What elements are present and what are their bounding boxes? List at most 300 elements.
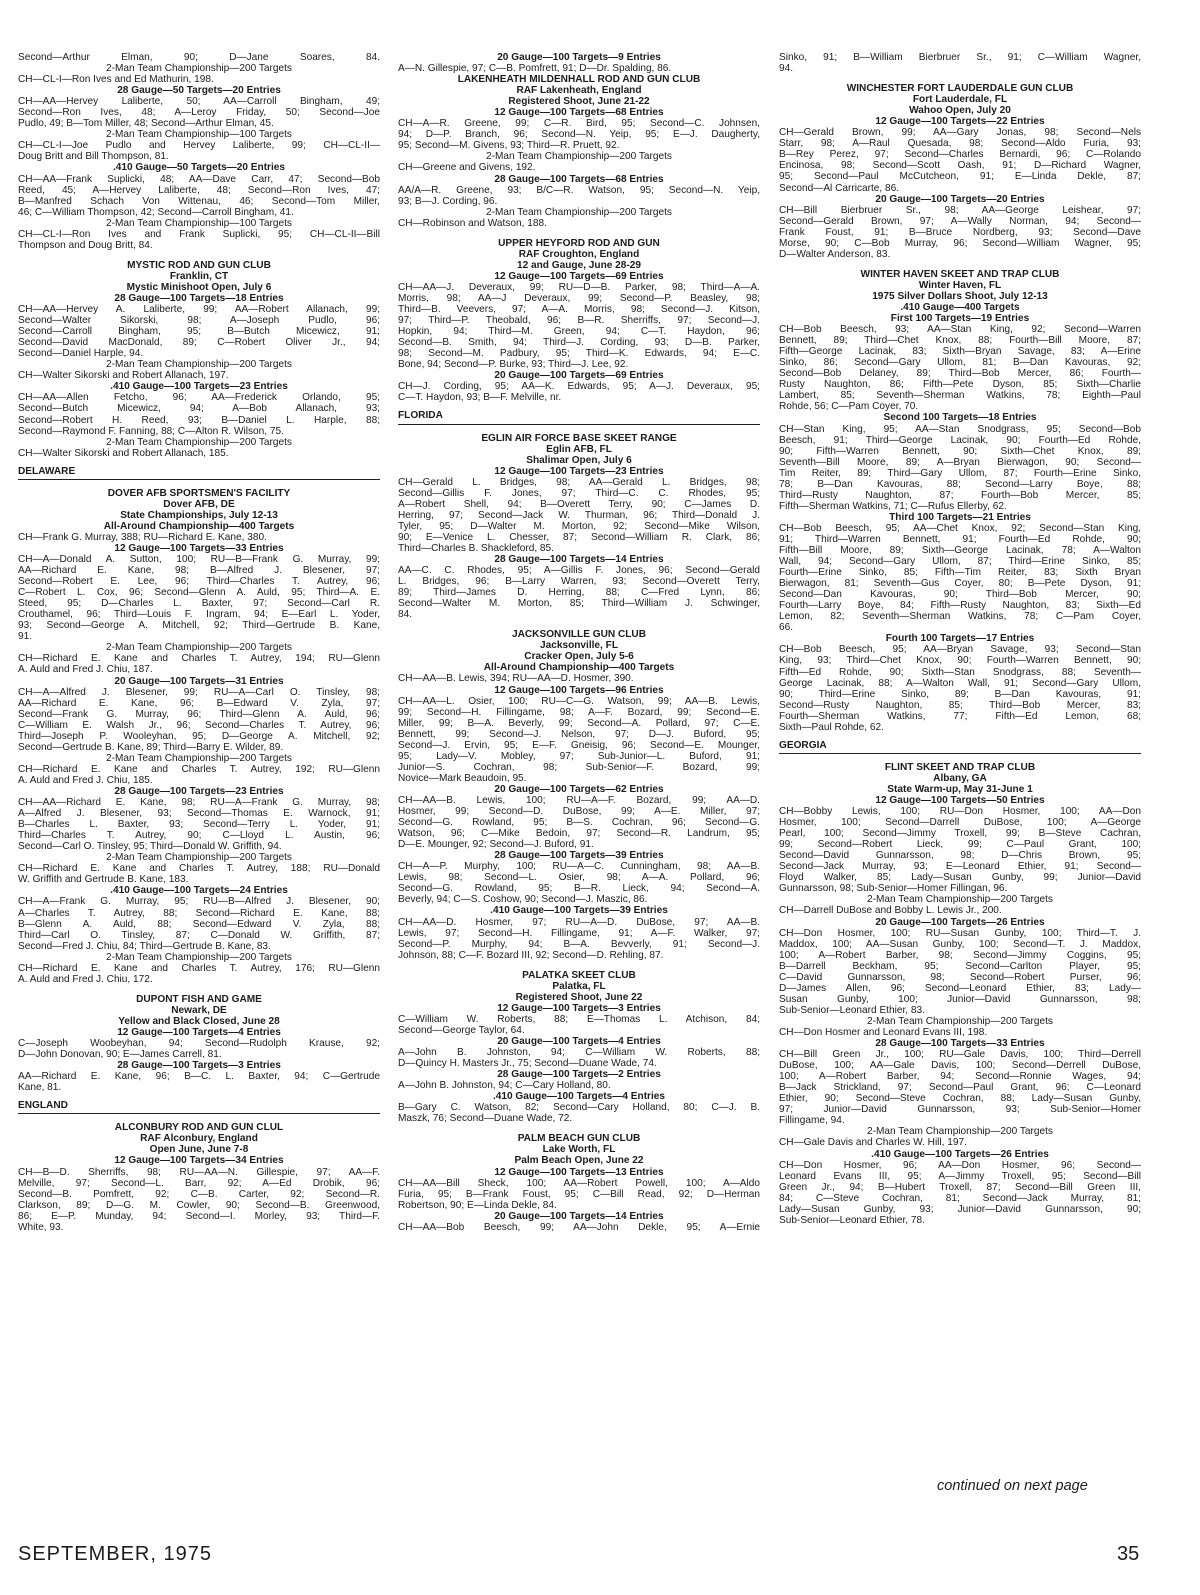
state-heading: GEORGIA	[779, 740, 1141, 754]
event-heading: 20 Gauge—100 Targets—20 Entries	[875, 193, 1045, 205]
event-heading: 12 and Gauge, June 28-29	[517, 259, 641, 271]
result-line: C—Joseph Woobeyhan, 94; Second—Rudolph Krause, 92;	[18, 1038, 380, 1050]
result-line: Crouthamel, 96; Third—Louis F. Ingram, 94; E—Earl L. Yoder,	[18, 609, 380, 621]
spacer	[398, 229, 760, 238]
result-line: Lady—Susan Gunby, 93; Junior—David Gunnarsson, 90;	[779, 1203, 1141, 1215]
result-line: CH—Don Hosmer, 96; AA—Don Hosmer, 96; Second—	[779, 1159, 1141, 1171]
result-line: CH—Bob Beesch, 95; AA—Chet Knox, 92; Second—Stan King,	[779, 522, 1141, 534]
event-heading: 28 Gauge—100 Targets—2 Entries	[497, 1069, 661, 1081]
result-line: Second—Daniel Harple, 94.	[18, 348, 144, 360]
result-line: Novice—Mark Beaudoin, 95.	[398, 772, 527, 784]
event-heading: 12 Gauge—100 Targets—13 Entries	[494, 1166, 664, 1178]
team-heading: 2-Man Team Championship—200 Targets	[106, 436, 292, 448]
result-line: CH—AA—B. Lewis, 394; RU—AA—D. Hosmer, 390.	[398, 673, 634, 685]
result-line: C—William W. Roberts, 88; E—Thomas L. Atchison, 84;	[398, 1013, 760, 1025]
result-line: Second—George Taylor, 64.	[398, 1024, 525, 1036]
event-heading: 28 Gauge—100 Targets—39 Entries	[494, 850, 664, 862]
result-line: CH—Richard E. Kane and Charles T. Autrey, 192; RU—Glenn	[18, 763, 380, 775]
state-heading: DELAWARE	[18, 466, 380, 480]
result-line: D—James Allen, 96; Second—Leonard Ethier, 83; Lady—	[779, 982, 1141, 994]
event-heading: 12 Gauge—100 Targets—34 Entries	[114, 1155, 284, 1167]
result-line: AA—Richard E. Kane, 96; B—Edward V. Zyla, 97;	[18, 697, 380, 709]
event-heading: 28 Gauge—100 Targets—23 Entries	[114, 786, 284, 797]
result-line: CH—B—D. Sherriffs, 98; RU—AA—N. Gillespie, 97; AA—F.	[18, 1166, 380, 1178]
continued-note: continued on next page	[937, 1478, 1088, 1494]
result-line: King, 93; Third—Chet Knox, 90; Fourth—Warren Bennett, 90;	[779, 655, 1141, 667]
result-line: CH—Bob Beesch, 93; AA—Stan King, 92; Second—Warren	[779, 324, 1141, 336]
result-line: Second—B. Pomfrett, 92; C—B. Carter, 92; Second—R.	[18, 1188, 380, 1200]
event-heading: .410 Gauge—100 Targets—4 Entries	[492, 1091, 666, 1103]
event-heading: .410 Gauge—100 Targets—26 Entries	[871, 1148, 1049, 1160]
event-heading: .410 Gauge—400 Targets	[900, 301, 1020, 313]
event-heading: .410 Gauge—50 Targets—20 Entries	[112, 162, 286, 174]
result-line: CH—AA—Allen Fetcho, 96; AA—Frederick Orlando, 95;	[18, 392, 380, 404]
result-line: Watson, 96; C—Mike Bedoin, 97; Second—R. Landrum, 95;	[398, 828, 760, 840]
event-heading: 1975 Silver Dollars Shoot, July 12-13	[872, 290, 1048, 302]
result-line: Lambert, 85; Seventh—Sherman Watkins, 78; Eighth—Paul	[779, 390, 1141, 402]
event-heading: DOVER AFB SPORTSMEN'S FACILITY	[107, 487, 291, 499]
result-line: Second—Walter M. Morton, 85; Third—William J. Schwinger,	[398, 598, 760, 610]
result-line: Fifth—Bill Moore, 89; Sixth—George Lacinak, 78; A—Walton	[779, 545, 1141, 557]
result-line: CH—Richard E. Kane and Charles T. Autrey, 188; RU—Donald	[18, 863, 380, 875]
event-heading: All-Around Championship—400 Targets	[483, 662, 675, 674]
event-heading: Yellow and Black Closed, June 28	[118, 1015, 280, 1027]
spacer	[398, 620, 760, 629]
event-heading: .410 Gauge—100 Targets—24 Entries	[110, 885, 288, 897]
result-line: A. Auld and Fred J. Chiu, 185.	[18, 774, 153, 786]
result-line: Third—Joseph P. Wooleyhan, 95; D—George A. Mitchell, 92;	[18, 730, 380, 742]
event-heading: Mystic Minishoot Open, July 6	[126, 281, 272, 293]
event-heading: Shalimar Open, July 6	[526, 454, 632, 466]
result-line: Green Jr., 94; B—Hubert Troxell, 87; Second—Bill Green III,	[779, 1181, 1141, 1193]
event-heading: Registered Shoot, June 22	[515, 991, 643, 1003]
event-heading: Albany, GA	[933, 772, 987, 784]
result-line: Second—Al Carricarte, 86.	[779, 182, 900, 194]
result-line: Tim Reiter, 89; Third—Gary Ullom, 87; Fourth—Erine Sinko,	[779, 467, 1141, 479]
result-line: 94; D—P. Branch, 96; Second—N. Yeip, 95; E—J. Daugherty,	[398, 129, 760, 141]
result-line: A—John B. Johnston, 94; C—Cary Holland, 80.	[398, 1080, 611, 1092]
result-line: Second—Robert H. Reed, 93; B—Daniel L. Harple, 88;	[18, 414, 380, 426]
result-line: 93; B—J. Cording, 96.	[398, 195, 498, 207]
result-line: 95; Second—M. Givens, 93; Third—R. Pruett, 92.	[398, 140, 620, 152]
result-line: Second—Walter Sikorski, 98; A—Joseph Pudlo, 96;	[18, 315, 380, 327]
result-line: Tyler, 95; D—Walter M. Morton, 92; Second—Mike Wilson,	[398, 520, 760, 532]
event-heading: LAKENHEATH MILDENHALL ROD AND GUN CLUB	[457, 74, 701, 86]
event-heading: 20 Gauge—100 Targets—14 Entries	[494, 1210, 664, 1222]
event-heading: 20 Gauge—100 Targets—26 Entries	[875, 916, 1045, 928]
result-line: Pearl, 100; Second—Jimmy Troxell, 99; B—Steve Cachran,	[779, 828, 1141, 840]
result-line: 93; Second—George A. Mitchell, 92; Third—Gertrude B. Kane,	[18, 620, 380, 632]
result-line: Beesch, 91; Third—George Lacinak, 90; Fourth—Ed Rohde,	[779, 434, 1141, 446]
result-line: Maddox, 100; AA—Susan Gunby, 100; Second—T. J. Maddox,	[779, 938, 1141, 950]
event-heading: All-Around Championship—400 Targets	[103, 520, 295, 532]
result-line: Second—David Gunnarsson, 98; D—Chris Brown, 95;	[779, 850, 1141, 862]
event-heading: RAF Lakenheath, England	[516, 85, 642, 97]
result-line: 84.	[398, 609, 413, 621]
result-line: L. Bridges, 96; B—Larry Warren, 93; Second—Overett Terry,	[398, 576, 760, 588]
result-line: Hopkin, 94; Third—M. Green, 94; C—T. Haydon, 96;	[398, 326, 760, 338]
result-line: Second—Bob Delaney, 89; Third—Bob Mercer, 86; Fourth—	[779, 368, 1141, 380]
result-line: B—Darrell Beckham, 95; Second—Carlton Player, 95;	[779, 960, 1141, 972]
result-line: Kane, 81.	[18, 1082, 62, 1094]
event-heading: Lake Worth, FL	[542, 1144, 616, 1156]
result-line: B—Jack Strickland, 97; Second—Paul Grant, 96; C—Leonard	[779, 1082, 1141, 1094]
result-line: Frank Foust, 91; B—Bruce Nordberg, 93; Second—Dave	[779, 226, 1141, 238]
result-line: 99; Second—H. Fillingame, 98; A—F. Bozard, 99; Second—E.	[398, 706, 760, 718]
result-line: 90; Third—Erine Sinko, 89; B—Dan Kavouras, 91;	[779, 688, 1141, 700]
event-heading: State Warm-up, May 31-June 1	[887, 783, 1033, 795]
event-heading: 12 Gauge—100 Targets—4 Entries	[117, 1026, 281, 1038]
result-line: Bone, 94; Second—P. Burke, 93; Third—J. Lee, 92.	[398, 359, 629, 371]
result-line: CH—Greene and Givens, 192.	[398, 162, 536, 174]
result-line: Bennett, 99; Second—J. Nelson, 97; D—J. Buford, 95;	[398, 728, 760, 740]
result-line: CH—Don Hosmer and Leonard Evans III, 198.	[779, 1026, 988, 1038]
result-line: White, 93.	[18, 1221, 64, 1233]
team-heading: 2-Man Team Championship—200 Targets	[106, 63, 292, 75]
event-heading: 20 Gauge—100 Targets—69 Entries	[494, 370, 664, 382]
result-line: Reed, 45; A—Hervey Laliberte, 48; Second—Ron Ives, 47;	[18, 184, 380, 196]
result-line: CH—Richard E. Kane and Charles T. Autrey, 194; RU—Glenn	[18, 653, 380, 665]
event-heading: WINCHESTER FORT LAUDERDALE GUN CLUB	[846, 83, 1074, 95]
result-line: A—John B. Johnston, 94; C—William W. Roberts, 88;	[398, 1047, 760, 1059]
result-line: CH—AA—Hervey Laliberte, 50; AA—Carroll Bingham, 49;	[18, 96, 380, 108]
column-middle	[398, 52, 760, 1233]
event-heading: Registered Shoot, June 21-22	[508, 96, 650, 108]
result-line: CH—A—R. Greene, 99; C—R. Bird, 95; Second—C. Johnsen,	[398, 118, 760, 130]
result-line: Second—David MacDonald, 89; C—Robert Oliver Jr., 94;	[18, 337, 380, 349]
event-heading: FLINT SKEET AND TRAP CLUB	[884, 761, 1036, 773]
spacer	[18, 251, 380, 260]
event-heading: 28 Gauge—100 Targets—3 Entries	[117, 1060, 281, 1072]
event-heading: Wahoo Open, July 20	[909, 105, 1011, 117]
result-line: D—Walter Anderson, 83.	[779, 248, 891, 260]
result-line: A—Alfred J. Blesener, 93; Second—Thomas E. Warnock, 91;	[18, 808, 380, 820]
result-line: Second—Gerald Brown, 97; A—Wally Norman, 94; Second—	[779, 215, 1141, 227]
result-line: A—Charles T. Autrey, 88; Second—Richard E. Kane, 88;	[18, 907, 380, 919]
event-heading: Cracker Open, July 5-6	[524, 651, 634, 663]
team-heading: 2-Man Team Championship—200 Targets	[867, 1126, 1053, 1138]
event-heading: WINTER HAVEN SKEET AND TRAP CLUB	[860, 268, 1060, 280]
result-line: 97; Junior—David Gunnarsson, 93; Sub-Senior—Homer	[779, 1104, 1141, 1116]
spacer	[779, 260, 1141, 269]
result-line: Third—B. Veevers, 97; A—A. Morris, 98; Second—J. Kitson,	[398, 304, 760, 316]
column-right	[779, 52, 1141, 1226]
team-heading: 2-Man Team Championship—200 Targets	[106, 359, 292, 371]
team-heading: 2-Man Team Championship—200 Targets	[106, 642, 292, 654]
result-line: Starr, 98; A—Raul Quesada, 98; Second—Aldo Furia, 93;	[779, 138, 1141, 150]
result-line: AA—Richard E. Kane, 98; B—Alfred J. Blesener, 97;	[18, 565, 380, 577]
result-line: Leonard Evans III, 95; A—Jimmy Troxell, 95; Second—Bill	[779, 1170, 1141, 1182]
result-line: 97; Third—P. Theobald, 96; B—R. Sherriffs, 97; Second—J.	[398, 315, 760, 327]
event-heading: 12 Gauge—100 Targets—3 Entries	[497, 1002, 661, 1014]
spacer	[18, 985, 380, 994]
event-heading: Newark, DE	[171, 1004, 227, 1016]
event-heading: 20 Gauge—100 Targets—62 Entries	[494, 783, 664, 795]
spacer	[779, 74, 1141, 83]
result-line: Second—Fred J. Chiu, 84; Third—Gertrude B. Kane, 83.	[18, 940, 271, 952]
event-heading: 12 Gauge—100 Targets—68 Entries	[494, 107, 664, 119]
result-line: Fourth—Larry Boye, 84; Fifth—Rusty Naughton, 83; Sixth—Ed	[779, 600, 1141, 612]
result-line: Fourth—Erine Sinko, 85; Fifth—Tim Reiter, 83; Sixth Bryan	[779, 567, 1141, 579]
event-heading: UPPER HEYFORD ROD AND GUN	[498, 237, 660, 249]
event-heading: MYSTIC ROD AND GUN CLUB	[127, 259, 271, 271]
event-heading: Franklin, CT	[169, 270, 229, 282]
team-heading: 2-Man Team Championship—200 Targets	[106, 752, 292, 764]
result-line: 78; B—Dan Kavouras, 88; Second—Larry Boye, 88;	[779, 478, 1141, 490]
result-line: CH—Walter Sikorski and Robert Allanach, 185.	[18, 447, 229, 459]
result-line: 89; Third—James D. Herring, 88; C—Fred Lynn, 86;	[398, 587, 760, 599]
result-line: CH—Stan King, 95; AA—Stan Snodgrass, 95; Second—Bob	[779, 423, 1141, 435]
event-heading: ALCONBURY ROD AND GUN CLUL	[114, 1122, 284, 1134]
result-line: Hosmer, 99; Second—D. DuBose, 99; A—E. Miller, 97;	[398, 806, 760, 818]
result-line: 99; Second—Robert Lieck, 99; C—Paul Grant, 100;	[779, 839, 1141, 851]
result-line: Lewis, 98; Second—L. Osier, 98; A—A. Pollard, 96;	[398, 872, 760, 884]
result-line: Fifth—Sherman Watkins, 71; C—Rufus Ellerby, 62.	[779, 500, 1007, 512]
result-line: CH—AA—D. Hosmer, 97; RU—A—D. DuBose, 97; AA—B.	[398, 916, 760, 928]
result-line: Fifth—Ed Rohde, 90; Sixth—Stan Snodgrass, 88; Seventh—	[779, 666, 1141, 678]
result-line: Third—Rusty Naughton, 87; Fourth—Bob Mercer, 85;	[779, 489, 1141, 501]
event-heading: First 100 Targets—19 Entries	[890, 313, 1030, 325]
result-line: CH—Bill Bierbruer Sr., 98; AA—George Leishear, 97;	[779, 204, 1141, 216]
result-line: CH—AA—B. Lewis, 100; RU—A—F. Bozard, 99; AA—D.	[398, 795, 760, 806]
state-heading: ENGLAND	[18, 1100, 380, 1114]
result-line: 100; A—Robert Barber, 94; Second—Ronnie Wages, 94;	[779, 1071, 1141, 1083]
event-heading: 28 Gauge—100 Targets—14 Entries	[494, 554, 664, 566]
result-line: Second—G. Rowland, 95; B—S. Cochran, 96; Second—G.	[398, 817, 760, 829]
result-line: Morris, 98; AA—J Deveraux, 99; Second—P. Beasley, 98;	[398, 292, 760, 304]
result-line: 94.	[779, 63, 794, 75]
result-line: Seventh—Bill Moore, 89; A—Bryan Bierwagon, 90; Second—	[779, 456, 1141, 468]
event-heading: PALM BEACH GUN CLUB	[517, 1133, 641, 1145]
event-heading: 28 Gauge—100 Targets—33 Entries	[875, 1038, 1045, 1050]
result-line: A—Robert Shell, 94; B—Overett Terry, 90; C—James D.	[398, 498, 760, 510]
issue-date: SEPTEMBER, 1975	[18, 1543, 212, 1565]
result-line: B—Rey Perez, 97; Second—Charles Bernardi, 96; C—Rolando	[779, 149, 1141, 161]
result-line: 91; Third—Warren Bennett, 91; Fourth—Ed Rohde, 90;	[779, 533, 1141, 545]
result-line: Susan Gunby, 100; Junior—David Gunnarsson, 98;	[779, 993, 1141, 1005]
result-line: CH—AA—J. Deveraux, 99; RU—D—B. Parker, 98; Third—A—A.	[398, 281, 760, 293]
result-line: Second—Butch Micewicz, 94; A—Bob Allanach, 93;	[18, 403, 380, 415]
result-line: CH—CL-I—Ron Ives and Frank Suplicki, 95; CH—CL-II—Bill	[18, 228, 380, 240]
result-line: Rohde, 56; C—Pam Coyer, 70.	[779, 401, 919, 413]
state-heading: FLORIDA	[398, 410, 760, 424]
result-line: Bierwagon, 81; Seventh—Gus Coyer, 80; B—Pete Dyson, 91;	[779, 578, 1141, 590]
result-line: Doug Britt and Bill Thompson, 81.	[18, 151, 169, 163]
team-heading: 2-Man Team Championship—200 Targets	[867, 894, 1053, 906]
result-line: Gunnarsson, 98; Sub-Senior—Homer Fillingan, 96.	[779, 883, 1008, 895]
result-line: Lewis, 97; Second—H. Fillingame, 91; A—F. Walker, 97;	[398, 927, 760, 939]
result-line: AA—C. C. Rhodes, 95; A—Gillis F. Jones, 96; Second—Gerald	[398, 565, 760, 577]
result-line: Floyd Walker, 85; Lady—Susan Gunby, 99; Junior—David	[779, 872, 1141, 884]
result-line: Third—Charles T. Autrey, 90; C—Lloyd L. Austin, 96;	[18, 830, 380, 842]
result-line: CH—A—P. Murphy, 100; RU—A—C. Cunningham, 98; AA—B.	[398, 861, 760, 873]
result-line: Steed, 95; D—Charles L. Baxter, 97; Second—Carl R.	[18, 598, 380, 610]
result-line: 100; A—Robert Barber, 98; Second—Jimmy Coggins, 95;	[779, 949, 1141, 961]
result-line: Sub-Senior—Leonard Ethier, 78.	[779, 1214, 925, 1226]
result-line: C—T. Haydon, 93; B—F. Melville, nr.	[398, 392, 562, 404]
result-line: CH—Frank G. Murray, 388; RU—Richard E. Kane, 380.	[18, 531, 267, 543]
result-line: Second—Gillis F. Jones, 97; Third—C. C. Rhodes, 95;	[398, 487, 760, 499]
result-line: Encinosa, 98; Second—Scott Oash, 91; D—Richard Wagner,	[779, 160, 1141, 172]
event-heading: 12 Gauge—100 Targets—22 Entries	[875, 116, 1045, 128]
event-heading: 28 Gauge—50 Targets—20 Entries	[117, 85, 281, 97]
event-heading: Jacksonville, FL	[540, 640, 618, 652]
result-line: CH—A—Alfred J. Blesener, 99; RU—A—Carl O. Tinsley, 98;	[18, 686, 380, 698]
result-line: 46; C—William Thompson, 42; Second—Carroll Bingham, 41.	[18, 206, 294, 218]
team-heading: 2-Man Team Championship—200 Targets	[106, 951, 292, 963]
result-line: Lemon, 82; Seventh—Sherman Watkins, 78; C—Pam Coyer,	[779, 611, 1141, 623]
result-line: B—Glenn A. Auld, 88; Second—Edward V. Zyla, 88;	[18, 918, 380, 930]
result-line: CH—AA—Bob Beesch, 99; AA—John Dekle, 95; A—Ernie	[398, 1221, 760, 1233]
result-line: CH—Gale Davis and Charles W. Hill, 197.	[779, 1137, 967, 1149]
result-line: George Lacinak, 88; A—Walton Wall, 91; Second—Gary Ullom,	[779, 677, 1141, 689]
event-heading: PALATKA SKEET CLUB	[522, 969, 636, 981]
result-line: Second—G. Rowland, 95; B—R. Lieck, 94; Second—A.	[398, 883, 760, 895]
event-heading: Second 100 Targets—18 Entries	[883, 412, 1037, 424]
event-heading: Winter Haven, FL	[918, 279, 1002, 291]
result-line: Sixth—Paul Rohde, 62.	[779, 721, 884, 733]
result-line: CH—CL-I—Joe Pudlo and Hervey Laliberte, 99; CH—CL-II—	[18, 140, 380, 152]
result-line: Thompson and Doug Britt, 84.	[18, 239, 153, 251]
event-heading: 12 Gauge—100 Targets—23 Entries	[494, 465, 664, 477]
column-left	[18, 52, 380, 1233]
result-line: CH—AA—Hervey A. Laliberte, 99; AA—Robert Allanach, 99;	[18, 304, 380, 316]
result-line: Herring, 97; Second—Jack W. Thurman, 96; Third—Donald J.	[398, 509, 760, 521]
event-heading: State Championships, July 12-13	[120, 509, 278, 521]
result-line: Second—Dan Kavouras, 90; Third—Bob Mercer, 90;	[779, 589, 1141, 601]
result-line: Morse, 90; C—Bob Murray, 96; Second—William Wagner, 95;	[779, 237, 1141, 249]
result-line: Melville, 97; Second—L. Barr, 92; A—Ed Drobik, 96;	[18, 1177, 380, 1189]
event-heading: Fourth 100 Targets—17 Entries	[885, 633, 1035, 645]
result-line: 86; E—P. Munday, 94; Second—I. Morley, 93; Third—F.	[18, 1210, 380, 1222]
result-line: Second—Rusty Naughton, 85; Third—Bob Mercer, 83;	[779, 699, 1141, 711]
result-line: Third—Carl O. Tinsley, 87; C—Donald W. Griffith, 87;	[18, 929, 380, 941]
event-heading: RAF Alconbury, England	[140, 1133, 258, 1145]
result-line: Furia, 95; B—Frank Foust, 95; C—Bill Read, 92; D—Herman	[398, 1188, 760, 1200]
result-line: Fourth—Sherman Watkins, 77; Fifth—Ed Lemon, 68;	[779, 710, 1141, 722]
result-line: Second—Jack Murray, 93; E—Leonard Ethier, 91; Second—	[779, 861, 1141, 873]
result-line: C—David Gunnarsson, 98; Second—Robert Purser, 96;	[779, 971, 1141, 983]
result-line: CH—AA—L. Osier, 100; RU—C—G. Watson, 99; AA—B. Lewis,	[398, 695, 760, 707]
event-heading: 12 Gauge—100 Targets—50 Entries	[875, 795, 1045, 806]
result-line: Fillingame, 94.	[779, 1115, 845, 1127]
event-heading: JACKSONVILLE GUN CLUB	[511, 629, 647, 641]
result-line: CH—Gerald L. Bridges, 98; AA—Gerald L. Bridges, 98;	[398, 476, 760, 488]
result-line: Second—Carl O. Tinsley, 95; Third—Donald W. Griffith, 94.	[18, 841, 282, 853]
result-line: Second—Frank G. Murray, 96; Third—Glenn A. Auld, 96;	[18, 708, 380, 720]
event-heading: 12 Gauge—100 Targets—96 Entries	[494, 684, 664, 696]
team-heading: 2-Man Team Championship—200 Targets	[106, 852, 292, 864]
result-line: B—Charles L. Baxter, 93; Second—Terry L. Yoder, 91;	[18, 819, 380, 831]
event-heading: Palm Beach Open, June 22	[514, 1155, 644, 1167]
result-line: Robertson, 90; E—Linda Dekle, 84.	[398, 1199, 557, 1211]
result-line: Ethier, 90; Second—Steve Cochran, 88; Lady—Susan Gunby,	[779, 1093, 1141, 1105]
result-line: Maszk, 76; Second—Duane Wade, 72.	[398, 1113, 573, 1125]
result-line: Clarkson, 89; D—G. M. Cowler, 90; Second—B. Greenwood,	[18, 1199, 380, 1211]
result-line: Bennett, 89; Third—Chet Knox, 88; Fourth—Bill Moore, 87;	[779, 335, 1141, 347]
event-heading: .410 Gauge—100 Targets—39 Entries	[490, 905, 668, 917]
result-line: A. Auld and Fred J. Chiu, 187.	[18, 664, 153, 676]
event-heading: 12 Gauge—100 Targets—33 Entries	[114, 542, 284, 554]
result-line: Second—B. Smith, 94; Third—J. Cording, 93; D—B. Parker,	[398, 337, 760, 349]
event-heading: 28 Gauge—100 Targets—18 Entries	[114, 292, 284, 304]
team-heading: 2-Man Team Championship—100 Targets	[106, 129, 292, 141]
result-line: Second—J. Ervin, 95; E—F. Gneisig, 96; Second—E. Mounger,	[398, 739, 760, 751]
event-heading: .410 Gauge—100 Targets—23 Entries	[110, 381, 288, 393]
result-line: CH—CL-I—Ron Ives and Ed Mathurin, 198.	[18, 74, 214, 86]
result-line: CH—J. Cording, 95; AA—K. Edwards, 95; A—J. Deveraux, 95;	[398, 381, 760, 393]
team-heading: 2-Man Team Championship—200 Targets	[486, 206, 672, 218]
result-line: B—Gary C. Watson, 82; Second—Cary Holland, 80; C—J. B.	[398, 1102, 760, 1114]
result-line: CH—Bob Beesch, 95; AA—Bryan Savage, 93; Second—Stan	[779, 644, 1141, 656]
team-heading: 2-Man Team Championship—200 Targets	[486, 151, 672, 163]
event-heading: 12 Gauge—100 Targets—69 Entries	[494, 270, 664, 282]
result-line: CH—Gerald Brown, 99; AA—Gary Jonas, 98; Second—Nels	[779, 127, 1141, 139]
result-line: CH—AA—Richard E. Kane, 98; RU—A—Frank G. Murray, 98;	[18, 797, 380, 809]
result-line: D—E. Mounger, 92; Second—J. Buford, 91.	[398, 839, 594, 851]
result-line: Second—Carroll Bingham, 95; B—Butch Micewicz, 91;	[18, 326, 380, 338]
result-line: CH—Bobby Lewis, 100; RU—Don Hosmer, 100; AA—Don	[779, 806, 1141, 818]
event-heading: DUPONT FISH AND GAME	[136, 993, 262, 1005]
result-line: A. Auld and Fred J. Chiu, 172.	[18, 973, 153, 985]
result-line: Second—Gertrude B. Kane, 89; Third—Barry E. Wilder, 89.	[18, 741, 284, 753]
event-heading: 20 Gauge—100 Targets—9 Entries	[497, 52, 661, 63]
result-line: Beverly, 94; C—S. Coshow, 90; Second—J. Maszic, 86.	[398, 894, 648, 906]
result-line: Fifth—George Lacinak, 83; Sixth—Bryan Savage, 83; A—Erine	[779, 346, 1141, 358]
event-heading: RAF Croughton, England	[518, 248, 640, 260]
result-line: Sub-Senior—Leonard Ethier, 83.	[779, 1004, 925, 1016]
result-line: Second—Robert E. Lee, 96; Third—Charles T. Autrey, 96;	[18, 576, 380, 588]
page-number: 35	[1117, 1543, 1140, 1565]
team-heading: 2-Man Team Championship—200 Targets	[867, 1015, 1053, 1027]
result-line: Sinko, 86; Second—Gary Ullom, 81; B—Dan Kavouras, 92;	[779, 357, 1141, 369]
result-line: C—Robert L. Cox, 96; Second—Glenn A. Auld, 95; Third—A. E.	[18, 587, 380, 599]
result-line: Second—P. Murphy, 94; B—A. Bevverly, 91; Second—J.	[398, 938, 760, 950]
result-line: 90; Fifth—Warren Bennett, 90; Sixth—Chet Knox, 89;	[779, 445, 1141, 457]
result-line: 91.	[18, 631, 33, 643]
result-line: Third—Charles B. Shackleford, 85.	[398, 542, 554, 554]
result-line: D—John Donovan, 90; E—James Carrell, 81.	[18, 1049, 222, 1061]
result-line: CH—Don Hosmer, 100; RU—Susan Gunby, 100; Third—T. J.	[779, 927, 1141, 939]
result-line: Second—Raymond F. Fanning, 88; C—Alton R. Wilson, 75.	[18, 425, 284, 437]
result-line: Junior—S. Cochran, 98; Sub-Senior—F. Bozard, 99;	[398, 761, 760, 773]
result-line: Sinko, 91; B—William Bierbruer Sr., 91; C—William Wagner,	[779, 52, 1141, 63]
result-line: CH—AA—Bill Sheck, 100; AA—Robert Powell, 100; A—Aldo	[398, 1177, 760, 1189]
result-line: 90; E—Venice L. Chesser, 87; Second—William R. Clark, 86;	[398, 531, 760, 543]
result-line: CH—A—Donald A. Sutton, 100; RU—B—Frank G. Murray, 99;	[18, 554, 380, 566]
result-line: CH—Walter Sikorski and Robert Allanach, 197.	[18, 370, 229, 382]
event-heading: EGLIN AIR FORCE BASE SKEET RANGE	[481, 432, 677, 444]
result-line: 95; Second—Paul McCutcheon, 91; E—Linda Dekle, 87;	[779, 171, 1141, 183]
result-line: CH—Richard E. Kane and Charles T. Autrey, 176; RU—Glenn	[18, 962, 380, 974]
event-heading: Eglin AFB, FL	[546, 443, 612, 455]
event-heading: 28 Gauge—100 Targets—68 Entries	[494, 173, 664, 185]
result-line: Miller, 99; B—A. Beverly, 99; Second—A. Pollard, 97; C—E.	[398, 717, 760, 729]
event-heading: 20 Gauge—100 Targets—31 Entries	[114, 675, 284, 687]
result-line: Pudlo, 49; B—Tom Miller, 48; Second—Arthur Elman, 45.	[18, 118, 274, 130]
result-line: DuBose, 100; AA—Gale Davis, 100; Second—Derrell DuBose,	[779, 1060, 1141, 1072]
result-line: D—Quincy H. Masters Jr., 75; Second—Duane Wade, 74.	[398, 1058, 657, 1070]
result-line: Second—Arthur Elman, 90; D—Jane Soares, 84.	[18, 52, 380, 63]
spacer	[398, 961, 760, 970]
event-heading: Fort Lauderdale, FL	[912, 94, 1008, 106]
result-line: 84; C—Steve Cochran, 81; Second—Jack Murray, 81;	[779, 1192, 1141, 1204]
result-line: CH—Bill Green Jr., 100; RU—Gale Davis, 100; Third—Derrell	[779, 1049, 1141, 1061]
event-heading: 20 Gauge—100 Targets—4 Entries	[497, 1035, 661, 1047]
result-line: CH—Darrell DuBose and Bobby L. Lewis Jr., 200.	[779, 905, 1002, 917]
result-line: A—N. Gillespie, 97; C—B. Pomfrett, 91; D—Dr. Spalding, 86.	[398, 63, 672, 75]
result-line: Second—Ron Ives, 48; A—Leroy Friday, 50; Second—Joe	[18, 107, 380, 119]
